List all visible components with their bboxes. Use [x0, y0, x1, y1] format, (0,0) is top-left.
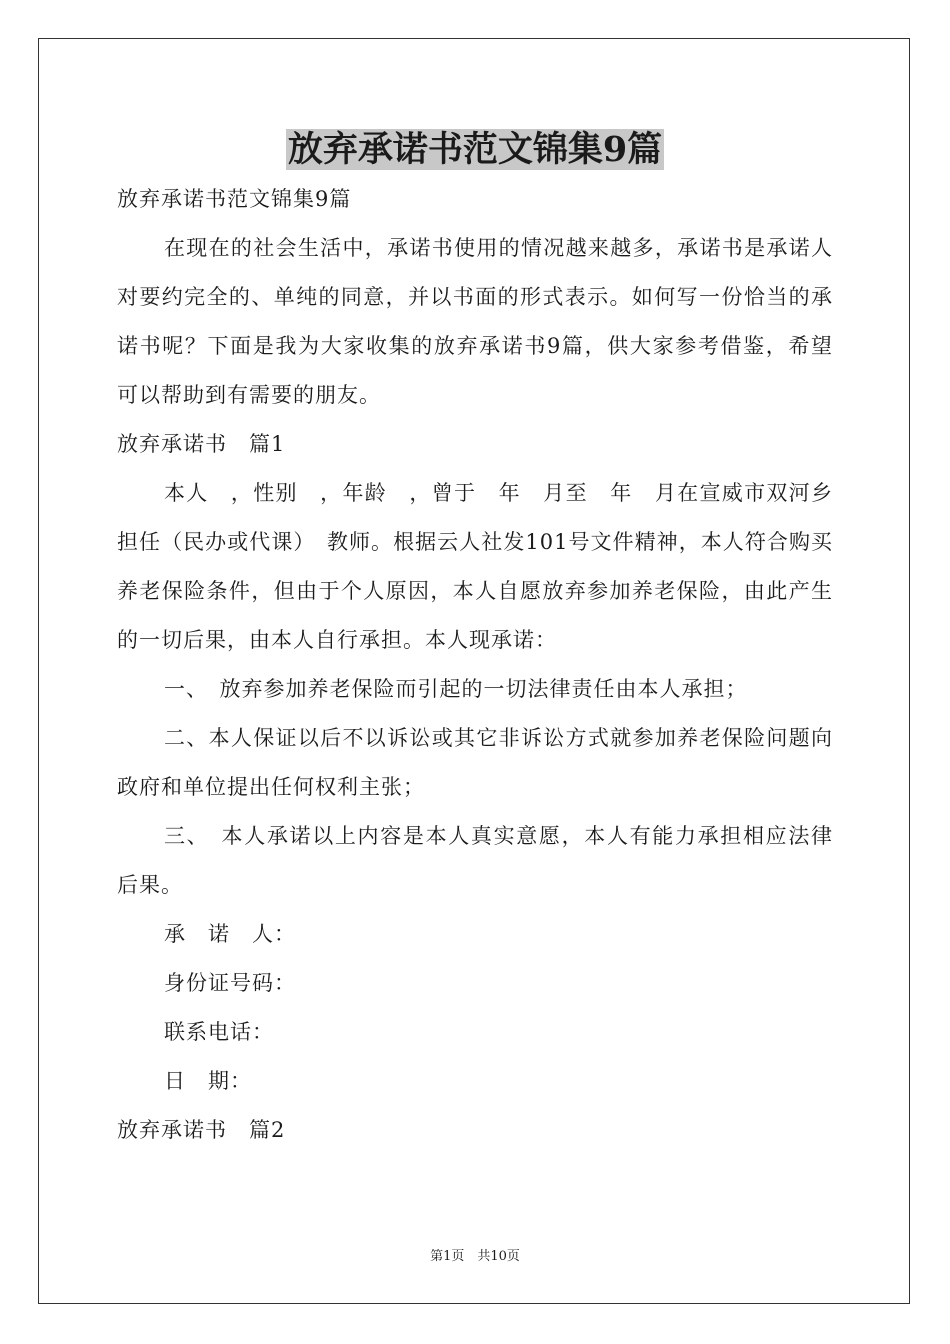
page-number-label: 第1页 共10页 — [430, 1249, 520, 1264]
section-2-heading: 放弃承诺书 篇2 — [117, 1118, 286, 1142]
section-1-heading: 放弃承诺书 篇1 — [117, 432, 286, 456]
document-body — [117, 175, 833, 1155]
section-1-paragraph: 本人 ，性别 ，年龄 ，曾于 年 月至 年 月在宣威市双河乡担任（民办或代课） 教师。根据云人社发101号文件精神，本人符合购买养老保险条件，但由于个人原因，本人自愿放弃参加养老保险，由此产生的一切后果，由本人自行承担。本人现承诺： — [117, 481, 833, 652]
document-subtitle: 放弃承诺书范文锦集9篇 — [117, 187, 352, 211]
page-footer — [0, 1248, 950, 1266]
intro-paragraph: 在现在的社会生活中，承诺书使用的情况越来越多，承诺书是承诺人对要约完全的、单纯的同意，并以书面的形式表示。如何写一份恰当的承诺书呢？下面是我为大家收集的放弃承诺书9篇，供大家参考借鉴，希望可以帮助到有需要的朋友。 — [117, 236, 833, 407]
promise-item-1: 一、 放弃参加养老保险而引起的一切法律责任由本人承担； — [164, 677, 748, 701]
signature-phone: 联系电话： — [164, 1020, 274, 1044]
promise-item-3: 三、 本人承诺以上内容是本人真实意愿，本人有能力承担相应法律后果。 — [117, 824, 833, 897]
document-title — [0, 128, 950, 172]
signature-promisor: 承 诺 人： — [164, 922, 296, 946]
signature-date: 日 期： — [164, 1069, 252, 1093]
promise-item-2: 二、本人保证以后不以诉讼或其它非诉讼方式就参加养老保险问题向政府和单位提出任何权利主张； — [117, 726, 833, 799]
document-title-text: 放弃承诺书范文锦集9篇 — [287, 129, 663, 170]
signature-id-number: 身份证号码： — [164, 971, 296, 995]
